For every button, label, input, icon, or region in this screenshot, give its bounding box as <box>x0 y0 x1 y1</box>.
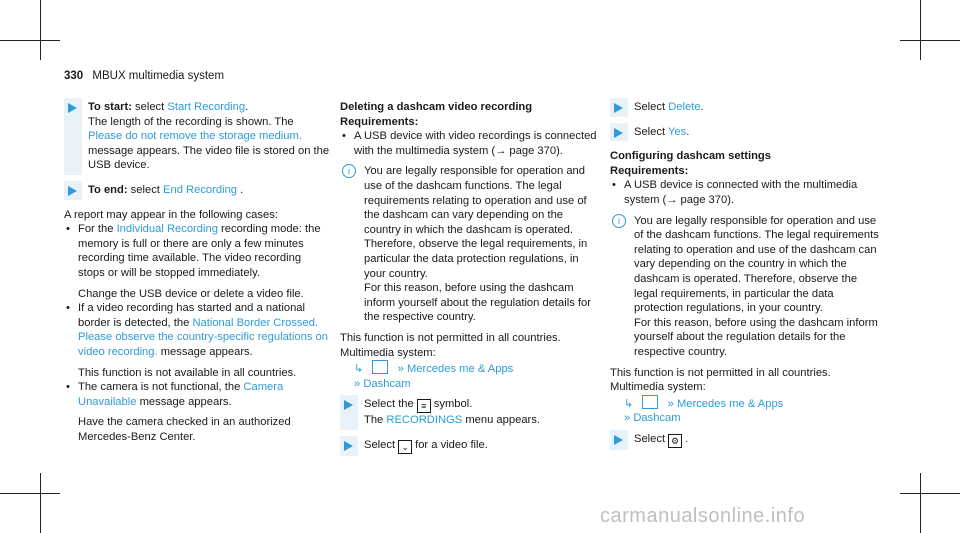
page-title: MBUX multimedia system <box>92 70 225 82</box>
start-desc: The length of the recording is shown. The <box>88 115 294 128</box>
availability-text: This function is not permitted in all countries. <box>610 366 831 379</box>
multimedia-label: Multimedia system: <box>340 346 436 359</box>
availability-text: This function is not permitted in all countries. <box>340 331 561 344</box>
page-number: 330 <box>64 70 84 82</box>
requirements-label: Requirements: <box>610 164 689 177</box>
start-desc-2: message appears. The video file is stored on the USB device. <box>88 144 330 172</box>
requirement-text: A USB device with video recordings is connected with the multimedia system (→ page 370). <box>354 130 597 157</box>
home-icon <box>642 395 658 409</box>
crop-mark <box>40 0 41 60</box>
crop-mark <box>0 40 60 41</box>
multimedia-label: Multimedia system: <box>610 381 706 394</box>
page-header <box>64 70 224 82</box>
step: Select Delete. <box>610 100 880 115</box>
info-icon: i <box>342 164 356 178</box>
step-text: Select <box>364 438 396 451</box>
note-text-2: For this reason, before using the dashcam inform yourself about the regulation details for the respective country. <box>634 316 878 358</box>
crop-mark <box>0 493 60 494</box>
crop-mark <box>920 0 921 60</box>
info-icon: i <box>612 214 626 228</box>
delete-link[interactable]: Delete <box>668 101 701 113</box>
step: Select ⚙ . <box>610 432 880 448</box>
step-text: Select <box>634 125 666 138</box>
menu-symbol-icon: ≡ <box>417 399 431 413</box>
menu-path: ↳ » Mercedes me & Apps <box>610 395 880 412</box>
start-text: select <box>135 101 165 113</box>
step-text: menu appears. <box>465 414 540 427</box>
section-heading: Deleting a dashcam video recording <box>340 101 533 113</box>
end-label: To end: <box>88 183 128 196</box>
start-label: To start: <box>88 101 132 113</box>
step-arrow-icon <box>614 435 623 445</box>
path-item: Mercedes me & Apps <box>676 397 784 410</box>
step-text: Select <box>634 432 666 445</box>
step-text: Select <box>634 101 666 113</box>
start-recording-link[interactable]: Start Recording <box>167 101 246 113</box>
crop-mark <box>920 473 921 533</box>
menu-path: » Dashcam <box>354 377 411 390</box>
step-arrow-icon <box>68 186 77 196</box>
bullet-item: • A USB device is connected with the multimedia system (→ page 370). <box>610 178 880 207</box>
note-text: You are legally responsible for operation and use of the dashcam functions. The legal requirements relating to operation and use of the dashcam can vary depending on the country in which the dashcam is operated. Therefore, observe the legal requirements, in particular the data protection regulations, in your country. <box>634 214 879 315</box>
step-arrow-icon <box>344 400 353 410</box>
note-text: You are legally responsible for operation and use of the dashcam functions. The legal requirements relating to operation and use of the dashcam can vary depending on the country in which the dashcam is operated. Therefore, observe the legal requirements, in particular the data protection regulations, in your country. <box>364 165 588 280</box>
column-1 <box>64 100 330 444</box>
end-text: select <box>130 183 160 196</box>
bullet-extra: Change the USB device or delete a video file. <box>78 287 304 300</box>
home-icon <box>372 360 388 374</box>
yes-link[interactable]: Yes <box>668 125 687 138</box>
bullet-item: • The camera is not functional, the Camera Unavailable message appears. Have the camera checked in an authorized Mercedes-Benz Center. <box>64 380 330 444</box>
step-arrow-icon <box>344 441 353 451</box>
recordings-link: RECORDINGS <box>386 414 463 427</box>
section-heading: Configuring dashcam settings <box>610 150 771 163</box>
path-item: Dashcam <box>633 412 681 425</box>
step-start: To start: select Start Recording. The length of the recording is shown. The Please do not remove the storage medium. message appears. The video file is stored on the USB device. <box>64 100 330 173</box>
bullet-text: recording mode: the memory is full or there are only a few minutes recording time available. The video recording stops or will be stopped immediately. <box>78 223 321 279</box>
crop-mark <box>900 40 960 41</box>
crop-mark <box>40 473 41 533</box>
step-text: for a video file. <box>415 438 488 451</box>
legal-note <box>340 164 600 325</box>
crop-mark <box>900 493 960 494</box>
bullet-text: The camera is not functional, the <box>78 381 241 394</box>
path-item: Mercedes me & Apps <box>406 363 514 376</box>
bullet-text: If a video recording has started and a national border is detected, the <box>78 302 306 329</box>
menu-path: ↳ » Mercedes me & Apps <box>340 360 600 377</box>
bullet-item: • If a video recording has started and a national border is detected, the National Border Crossed. Please observe the country-specific regulations on video recording. message appears. This function is not available in all countries. <box>66 302 328 379</box>
bullet-text: message appears. <box>160 345 253 358</box>
report-intro: A report may appear in the following cases: <box>64 208 278 221</box>
border-message-link: National Border Crossed. Please observe the country-specific regulations on video recording. <box>78 316 328 358</box>
column-3 <box>610 100 880 458</box>
step-arrow-icon <box>68 103 77 113</box>
step: Select Yes. <box>610 125 880 140</box>
down-symbol-icon: ⌄ <box>398 440 412 454</box>
camera-unavailable-link: Camera Unavailable <box>78 381 284 408</box>
step-end: To end: select End Recording . <box>64 183 330 198</box>
step-arrow-icon <box>614 128 623 138</box>
end-recording-link[interactable]: End Recording <box>163 183 238 196</box>
bullet-extra: Have the camera checked in an authorized Mercedes-Benz Center. <box>78 416 291 443</box>
settings-symbol-icon: ⚙ <box>668 434 682 448</box>
step-text: The <box>364 414 384 427</box>
bullet-extra: This function is not available in all countries. <box>78 366 297 379</box>
step <box>340 438 600 454</box>
requirement-text: A USB device is connected with the multimedia system (→ page 370). <box>624 179 858 206</box>
watermark: carmanualsonline.info <box>600 505 806 527</box>
bullet-item: • A USB device with video recordings is connected with the multimedia system (→ page 370). <box>340 129 600 158</box>
requirements-label: Requirements: <box>340 115 419 128</box>
legal-note <box>610 214 880 360</box>
step-text: Select the <box>364 398 414 411</box>
path-item: Dashcam <box>363 377 411 390</box>
bullet-item: • For the Individual Recording recording mode: the memory is full or there are only a few minutes recording time available. The video recording stops or will be stopped immediately. Change the USB device or delete a video file. <box>64 222 330 301</box>
note-text-2: For this reason, before using the dashcam inform yourself about the regulation details for the respective country. <box>364 282 591 324</box>
step-arrow-icon <box>614 103 623 113</box>
bullet-text: message appears. <box>139 395 232 408</box>
storage-message-link: Please do not remove the storage medium. <box>88 130 302 143</box>
bullet-text: For the <box>78 223 114 236</box>
step <box>340 397 600 428</box>
column-2 <box>340 100 600 464</box>
menu-path: » Dashcam <box>624 412 681 425</box>
individual-recording-link: Individual Recording <box>116 223 218 236</box>
step-text: symbol. <box>433 398 473 411</box>
